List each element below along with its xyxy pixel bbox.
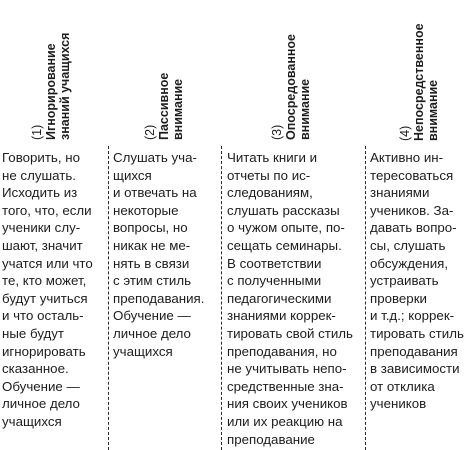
column-title-line: Непосредственное: [412, 23, 426, 141]
body-line: проверки: [370, 290, 427, 306]
body-line: игнорировать: [2, 343, 86, 359]
body-line: учащихся: [113, 343, 173, 359]
body-line: учатся или что: [2, 255, 93, 271]
column-header: [30, 0, 72, 140]
column-number: (1): [30, 124, 44, 140]
body-line: Обучение —: [2, 378, 80, 394]
body-line: ные будут: [2, 325, 65, 341]
body-line: знаниями: [370, 185, 430, 201]
body-line: давать вопро-: [370, 220, 457, 236]
column-body: [2, 149, 93, 431]
body-line: щихся: [113, 167, 152, 183]
body-line: слушать рассказы: [227, 202, 340, 218]
body-line: следованиям,: [227, 185, 313, 201]
body-line: обсуждения,: [370, 255, 449, 271]
column-title-line: Игнорирование: [44, 43, 58, 140]
body-line: преподавания, но: [227, 343, 337, 359]
column-title-line: внимание: [298, 78, 312, 140]
column-title-line: знаний учащихся: [58, 32, 72, 140]
column-body: [113, 149, 204, 360]
body-line: не слушать.: [2, 167, 76, 183]
body-line: устраивать: [370, 273, 439, 289]
body-line: о чужом опыте, по-: [227, 220, 345, 236]
body-line: те, кто может,: [2, 273, 87, 289]
column-header: [398, 1, 440, 141]
body-line: с этим стиль: [113, 273, 192, 289]
body-line: В соответствии: [227, 255, 322, 271]
body-line: личное дело: [113, 325, 191, 341]
body-line: от отклика: [370, 378, 435, 394]
body-line: не учитывать непо-: [227, 361, 347, 377]
column-number: (3): [270, 124, 284, 140]
body-line: Активно ин-: [370, 150, 444, 165]
column-ignoring: [0, 0, 107, 450]
body-line: того, что, если: [2, 202, 92, 218]
body-line: ученики слу-: [2, 220, 81, 236]
body-line: педагогическими: [227, 290, 332, 306]
column-title-line: внимание: [171, 78, 185, 140]
body-line: и т.д.; коррек-: [370, 308, 455, 324]
body-line: или их реакцию на: [227, 413, 343, 429]
body-line: и отвечать на: [113, 185, 197, 201]
body-line: преподавания: [370, 343, 458, 359]
column-header: [270, 0, 312, 140]
body-line: сказанное.: [2, 361, 69, 377]
column-title-line: Пассивное: [157, 72, 171, 140]
body-line: преподавания.: [113, 290, 205, 306]
body-line: Обучение —: [113, 308, 191, 324]
body-line: Читать книги и: [227, 150, 318, 165]
column-number: (2): [143, 124, 157, 140]
body-line: в зависимости: [370, 361, 460, 377]
body-line: ния своих учеников: [227, 396, 348, 412]
body-line: Исходить из: [2, 185, 78, 201]
body-line: тировать свой стиль: [227, 325, 353, 341]
column-body: [370, 149, 464, 413]
body-line: с полученными: [227, 273, 322, 289]
body-line: будут учиться: [2, 290, 88, 306]
column-mediated: [222, 0, 364, 450]
body-line: знаниями коррек-: [227, 308, 336, 324]
body-line: сы, слушать: [370, 237, 446, 253]
body-line: учащихся: [2, 413, 62, 429]
body-line: средственные зна-: [227, 378, 344, 394]
body-line: вопросы, но: [113, 220, 188, 236]
body-line: тересоваться: [370, 167, 454, 183]
column-title-line: Опосредованное: [284, 33, 298, 140]
body-line: Слушать уча-: [113, 150, 197, 165]
body-line: некоторые: [113, 202, 179, 218]
body-line: учеников. За-: [370, 202, 454, 218]
column-number: (4): [398, 125, 412, 141]
column-direct: [366, 0, 476, 450]
body-line: никак не ме-: [113, 237, 191, 253]
body-line: преподавание: [227, 431, 315, 447]
body-line: Говорить, но: [2, 150, 80, 165]
body-line: личное дело: [2, 396, 80, 412]
column-passive: [109, 0, 221, 450]
body-line: тировать стиль: [370, 325, 464, 341]
column-header: [143, 0, 185, 140]
column-title-line: внимание: [426, 79, 440, 141]
body-line: шают, значит: [2, 237, 83, 253]
body-line: сещать семинары.: [227, 237, 342, 253]
body-line: отчеты по ис-: [227, 167, 311, 183]
body-line: и что осталь-: [2, 308, 84, 324]
body-line: нять в связи: [113, 255, 190, 271]
body-line: учеников: [370, 396, 427, 412]
column-body: [227, 149, 353, 448]
